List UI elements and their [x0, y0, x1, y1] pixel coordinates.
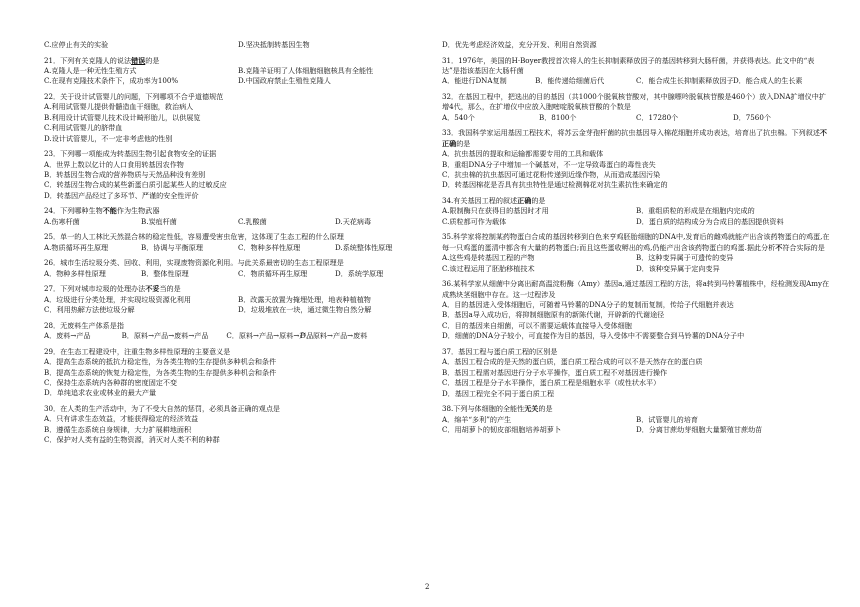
option-b: B．这种变异属于可遗传的变异: [636, 253, 734, 263]
question-31: [442, 56, 830, 87]
option-d: D.系统整体性原理: [335, 242, 393, 252]
option-b: B．整体性原理: [141, 268, 189, 278]
option-d: D．原料→产品→废料: [300, 331, 368, 341]
question-32: [442, 92, 830, 123]
option-a: A.克隆人是一种无性生殖方式: [44, 66, 137, 75]
question-stem: 32．在基因工程中，把选出的目的基因（共1000个脱氧核苷酸对，其中腺嘌呤脱氧核苷酸是460个）放入DNA扩增仪中扩增4代，那么，在扩增仪中应放入胞嘧啶脱氧核苷酸的个数是: [442, 92, 826, 112]
option-a: A.这些鸡是转基因工程的产物: [442, 253, 535, 263]
question-stem: 28．无废料生产体系是指: [44, 320, 124, 330]
option-b: B.利用设计试管婴儿技术设计畸形胎儿，以供展览: [44, 112, 201, 122]
option-a: A．垃圾进行分类处理，并实现垃圾资源化利用: [44, 294, 191, 304]
option-d: D．转基因棉花是否具有抗虫特性是通过检测棉花对抗生素抗性来确定的: [442, 180, 668, 190]
question-stem: 30．在人类的生产活动中，为了不受大自然的惩罚，必须具备正确的观点是: [44, 404, 281, 414]
option-a: A．世界上数以亿计的人口食用转基因农作物: [44, 159, 184, 169]
option-c: C．利用热解方法使垃圾分解: [44, 305, 135, 315]
option-d: D．系统学原理: [335, 268, 384, 278]
option-c: C．转基因生物合成的某些新蛋白质引起某些人的过敏反应: [44, 180, 227, 190]
question-stem: 26．城市生活垃圾分类、回收、利用，实现废物资源化利用。与此关系最密切的生态工程原理是: [44, 258, 344, 268]
question-stem: 33．我国科学家运用基因工程技术，将苏云金芽孢杆菌的抗虫基因导入棉花细胞并成功表达，培育出了抗虫棉。下列叙述不正确的是: [442, 128, 827, 148]
option-c: C．物种多样性原理: [238, 242, 301, 252]
option-b: B．重组质粒的形成是在细胞内完成的: [636, 206, 755, 216]
question-22: [44, 92, 432, 144]
question-stem: 25．单一的人工林比天然混合林的稳定性低，容易遭受害虫危害，这体现了生态工程的什么原理: [44, 232, 344, 242]
question-30: [44, 404, 432, 446]
option-d: D.设计试管婴儿，不一定非考虑他的性别: [44, 133, 173, 143]
question-35: [442, 232, 830, 274]
option-c: C．保持生态系统内各种群的密度固定不变: [44, 378, 178, 388]
question-stem: 38.下列与体细胞的全能性无关的是: [442, 404, 553, 414]
question-28: [44, 321, 432, 342]
option-b: B．提高生态系统的恢复力稳定性，为各类生物的生存提供多种机会和条件: [44, 367, 277, 377]
option-a: A．物种多样性原理: [44, 268, 106, 278]
option-a: A．目的基因进入受体细胞后，可随着马铃薯的DNA分子的复制而复制，传给子代细胞并表达: [442, 300, 734, 310]
option-d: D．蛋白质的结构成分为合成目的基因提供资料: [636, 216, 784, 226]
question-stem: 37．基因工程与蛋白质工程的区别是: [442, 346, 558, 356]
option-d: D.坚决抵制转基因生物: [238, 40, 310, 49]
question-24: [44, 206, 432, 227]
option-c: C.在现有克隆技术条件下，成功率为100%: [44, 76, 179, 86]
question-stem: 22．关于设计试管婴儿的问题，下列哪项不合乎道德规范: [44, 92, 224, 101]
question-stem: 36.某科学家从细菌中分离出耐高温淀粉酶（Amy）基因a,通过基因工程的方法，将a转到马铃薯植株中，经检测发现Amy在成熟块茎细胞中存在。这一过程涉及: [442, 279, 830, 299]
option-c: C．物质循环再生原理: [238, 268, 308, 278]
option-a: A．绵羊“多利”的产生: [442, 414, 512, 424]
option-c: C.应停止有关的实验: [44, 40, 109, 49]
emphasis-word: 不能: [102, 206, 117, 216]
option-c: C．抗虫棉的抗虫基因可通过花粉传递到近缘作物，从而造成基因污染: [442, 170, 661, 180]
page-number: 2: [425, 583, 430, 591]
option-d: D．转基因产品经过了多环节、严谨的安全性评价: [44, 190, 199, 200]
emphasis-word: 正确: [517, 196, 532, 206]
option-b: B.克隆羊证明了人体细胞细胞核具有全能性: [238, 66, 374, 75]
option-b: B．改露天放置为掩埋处理，地表种植植物: [238, 294, 371, 304]
option-d: D．优先考虑经济效益，充分开发、利用自然资源: [442, 40, 597, 49]
option-b: B.炭疽杆菌: [141, 216, 177, 226]
left-column: [44, 40, 432, 451]
option-c: C.该过程运用了胚胎移植技术: [442, 263, 535, 273]
option-c: C．目的基因来自细菌，可以不需要运载体直接导入受体细胞: [442, 320, 632, 330]
option-a: A．抗虫基因的提取和运输都需要专用的工具和载体: [442, 149, 604, 159]
option-a: A．只有讲求生态效益，才能获得稳定的经济效益: [44, 414, 199, 424]
option-d: D．能合成人的生长素: [732, 76, 803, 86]
question-stem: 23．下列哪一项能成为转基因生物引起食物安全的证据: [44, 149, 217, 159]
option-a: A.限制酶只在获得目的基因时才用: [442, 206, 549, 216]
option-c: C.利用试管婴儿的脐带血: [44, 123, 123, 133]
emphasis-word: 无关: [524, 404, 539, 414]
q30-tail: [442, 40, 830, 50]
emphasis-word: 不: [775, 242, 783, 252]
option-b: B．8100个: [539, 112, 577, 122]
option-d: D．单纯追求农业或林业的最大产量: [44, 388, 157, 398]
option-a: A．基因工程合成的是天然的蛋白质，蛋白质工程合成的可以不是天然存在的蛋白质: [442, 357, 703, 367]
emphasis-word: 不妥: [145, 284, 160, 294]
option-b: B．协调与平衡原理: [141, 242, 203, 252]
emphasis-word: 不正确: [442, 128, 827, 148]
question-stem: 24．下列哪种生物不能作为生物武器: [44, 206, 160, 216]
q20-tail: [44, 40, 432, 50]
option-d: D．基因工程完全不同于蛋白质工程: [442, 388, 555, 398]
option-a: A．提高生态系统的抵抗力稳定性，为各类生物的生存提供多种机会和条件: [44, 357, 277, 367]
question-33: [442, 128, 830, 190]
option-a: A．能进行DNA复制: [442, 76, 507, 86]
option-a: A.物质循环再生原理: [44, 242, 109, 252]
question-38: [442, 404, 830, 435]
question-stem: 21．下列有关克隆人的说法错误的是: [44, 55, 160, 65]
option-d: D．垃圾堆放在一块，通过微生物自然分解: [238, 305, 372, 315]
option-a: A.利用试管婴儿提供骨髓造血干细胞，救治病人: [44, 102, 194, 112]
option-b: B．原料→产品→废料→产品: [121, 331, 209, 341]
option-b: B．转基因生物合成的营养物质与天然品种没有差别: [44, 170, 206, 180]
option-c: C.乳酸菌: [238, 216, 267, 226]
option-b: B．基因a导入成功后，将抑制细胞原有的新陈代谢，开辟新的代谢途径: [442, 310, 665, 320]
question-36: [442, 279, 830, 341]
question-27: [44, 284, 432, 315]
question-23: [44, 149, 432, 201]
question-stem: 27．下列对城市垃圾的处理办法不妥当的是: [44, 284, 181, 294]
option-a: A．540个: [442, 112, 475, 122]
option-b: B．能传递给细菌后代: [535, 76, 605, 86]
question-stem: 34.有关基因工程的叙述正确的是: [442, 196, 546, 206]
option-b: B．基因工程需对基因进行分子水平操作，蛋白质工程不对基因进行操作: [442, 367, 668, 377]
option-d: D．分离甘蔗幼芽细胞大量繁殖甘蔗幼苗: [636, 424, 763, 434]
option-c: C．基因工程是分子水平操作，蛋白质工程是细胞水平（或性状水平）: [442, 378, 661, 388]
option-d: D．该种变异属于定向变异: [636, 263, 720, 273]
option-b: B．试管婴儿的培育: [636, 414, 698, 424]
question-37: [442, 347, 830, 399]
question-25: [44, 232, 432, 253]
option-d: D.中国政府禁止生殖性克隆人: [238, 76, 331, 86]
question-stem: 29．在生态工程建设中，注重生物多样性原理的主要意义是: [44, 346, 231, 356]
question-stem: 31．1976年，美国的H·Boyer教授首次将人的生长抑制素释放因子的基因转移到大肠杆菌，并获得表达。此文中的“表达”是指该基因在大肠杆菌: [442, 55, 815, 75]
option-c: C.质粒都可作为载体: [442, 216, 507, 226]
option-d: D．7560个: [733, 112, 771, 122]
question-21: [44, 56, 432, 87]
option-c: C．原料→产品→原料→产品: [226, 331, 314, 341]
option-d: D.天花病毒: [335, 216, 372, 226]
question-26: [44, 258, 432, 279]
question-stem: 35.科学家将控制某药物蛋白合成的基因转移到白色来亨鸡胚胎细胞的DNA中,发育后的雌鸡就能产出含该药物蛋白的鸡蛋,在每一只鸡蛋的蛋清中都含有大量的药物蛋白;而且这些蛋收孵出的鸡,仍能产出含该药物蛋白的鸡蛋.据此分析不符合实际的是: [442, 232, 830, 252]
option-c: C．17280个: [636, 112, 679, 122]
emphasis-word: 错误: [131, 55, 146, 65]
option-a: A．废料→产品: [44, 331, 91, 341]
option-b: B．遵循生态系统自身规律，大力扩展耕地面积: [44, 424, 192, 434]
option-c: C．能合成生长抑制素释放因子: [635, 76, 734, 86]
option-b: B．重组DNA分子中增加一个碱基对，不一定导致毒蛋白的毒性丧失: [442, 159, 656, 169]
option-d: D．细菌的DNA分子较小，可直接作为目的基因，导入受体中不需要整合到马铃薯的DNA分子中: [442, 331, 745, 341]
question-29: [44, 347, 432, 399]
question-34: [442, 196, 830, 227]
option-a: A.伤寒杆菌: [44, 216, 80, 226]
option-c: C．保护对人类有益的生物资源，消灭对人类不利的种群: [44, 435, 220, 445]
right-column: [442, 40, 830, 441]
option-c: C．用胡萝卜的韧皮部细胞培养胡萝卜: [442, 424, 561, 434]
